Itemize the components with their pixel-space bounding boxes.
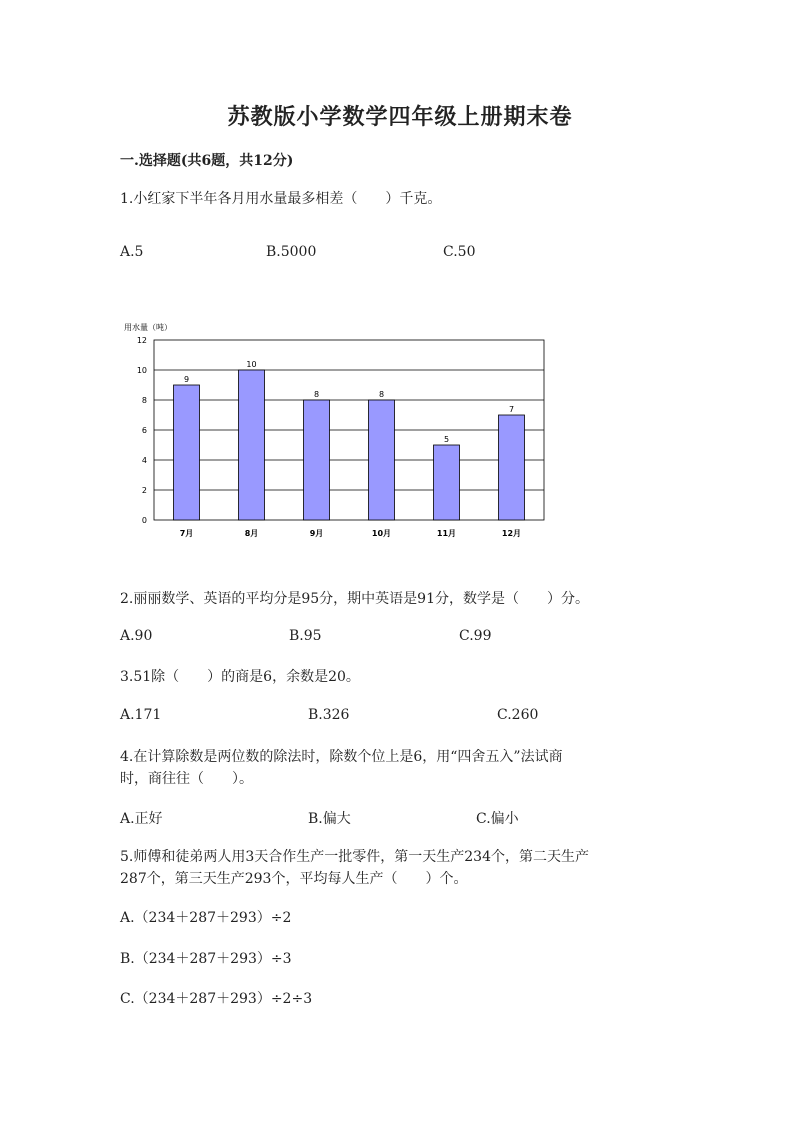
q2-option-c: C.99 [459, 628, 492, 644]
data-label: 7 [508, 405, 515, 414]
question-3: 3.51除（ ）的商是6，余数是20。 [120, 669, 360, 685]
q4-option-c: C.偏小 [476, 811, 519, 827]
question-4-line-2: 时，商往往（ ）。 [120, 771, 253, 787]
q2-option-b: B.95 [289, 628, 322, 644]
q1-option-c: C.50 [443, 244, 476, 260]
q3-option-a: A.171 [120, 707, 162, 723]
x-tick-label: 11月 [436, 529, 457, 538]
bar [304, 400, 330, 520]
question-5-line-1: 5.师傅和徒弟两人用3天合作生产一批零件，第一天生产234个，第二天生产 [120, 849, 589, 865]
page-title: 苏教版小学数学四年级上册期末卷 [227, 104, 573, 130]
y-tick-label: 8 [141, 396, 147, 405]
y-tick-label: 0 [141, 516, 147, 525]
x-tick-label: 7月 [179, 529, 194, 538]
water-usage-bar-chart [118, 318, 558, 550]
q5-option-b: B.（234＋287＋293）÷3 [120, 951, 292, 967]
x-tick-label: 10月 [371, 529, 392, 538]
chart-ylabel: 用水量（吨） [124, 323, 172, 332]
q1-option-a: A.5 [120, 244, 144, 260]
question-2: 2.丽丽数学、英语的平均分是95分，期中英语是91分，数学是（ ）分。 [120, 591, 589, 607]
question-4-line-1: 4.在计算除数是两位数的除法时，除数个位上是6，用“四舍五入”法试商 [120, 749, 563, 765]
data-label: 8 [378, 390, 385, 399]
chart-grid [154, 340, 544, 520]
y-tick-label: 6 [141, 426, 147, 435]
data-label: 5 [443, 435, 450, 444]
data-label: 8 [313, 390, 320, 399]
q4-option-a: A.正好 [120, 811, 163, 827]
question-5-line-2: 287个，第三天生产293个，平均每人生产（ ）个。 [120, 871, 468, 887]
question-1: 1.小红家下半年各月用水量最多相差（ ）千克。 [120, 191, 442, 207]
x-tick-label: 8月 [244, 529, 259, 538]
bar [499, 415, 525, 520]
x-tick-label: 12月 [501, 529, 522, 538]
question-4 [120, 746, 690, 790]
bar [239, 370, 265, 520]
bar [369, 400, 395, 520]
y-tick-label: 10 [136, 366, 147, 375]
y-tick-label: 4 [141, 456, 147, 465]
bar [174, 385, 200, 520]
q5-option-c: C.（234＋287＋293）÷2÷3 [120, 991, 313, 1007]
q4-option-b: B.偏大 [308, 811, 351, 827]
q2-option-a: A.90 [120, 628, 153, 644]
x-tick-label: 9月 [309, 529, 324, 538]
y-tick-label: 12 [136, 336, 147, 345]
bar [434, 445, 460, 520]
data-label: 10 [246, 360, 257, 369]
y-tick-label: 2 [141, 486, 147, 495]
q1-option-b: B.5000 [266, 244, 317, 260]
section-heading: 一.选择题(共6题，共12分) [120, 153, 294, 169]
question-5 [120, 846, 690, 890]
q3-option-b: B.326 [308, 707, 350, 723]
data-label: 9 [183, 375, 190, 384]
q3-option-c: C.260 [497, 707, 539, 723]
q5-option-a: A.（234＋287＋293）÷2 [120, 910, 292, 926]
chart-bars [174, 370, 525, 520]
